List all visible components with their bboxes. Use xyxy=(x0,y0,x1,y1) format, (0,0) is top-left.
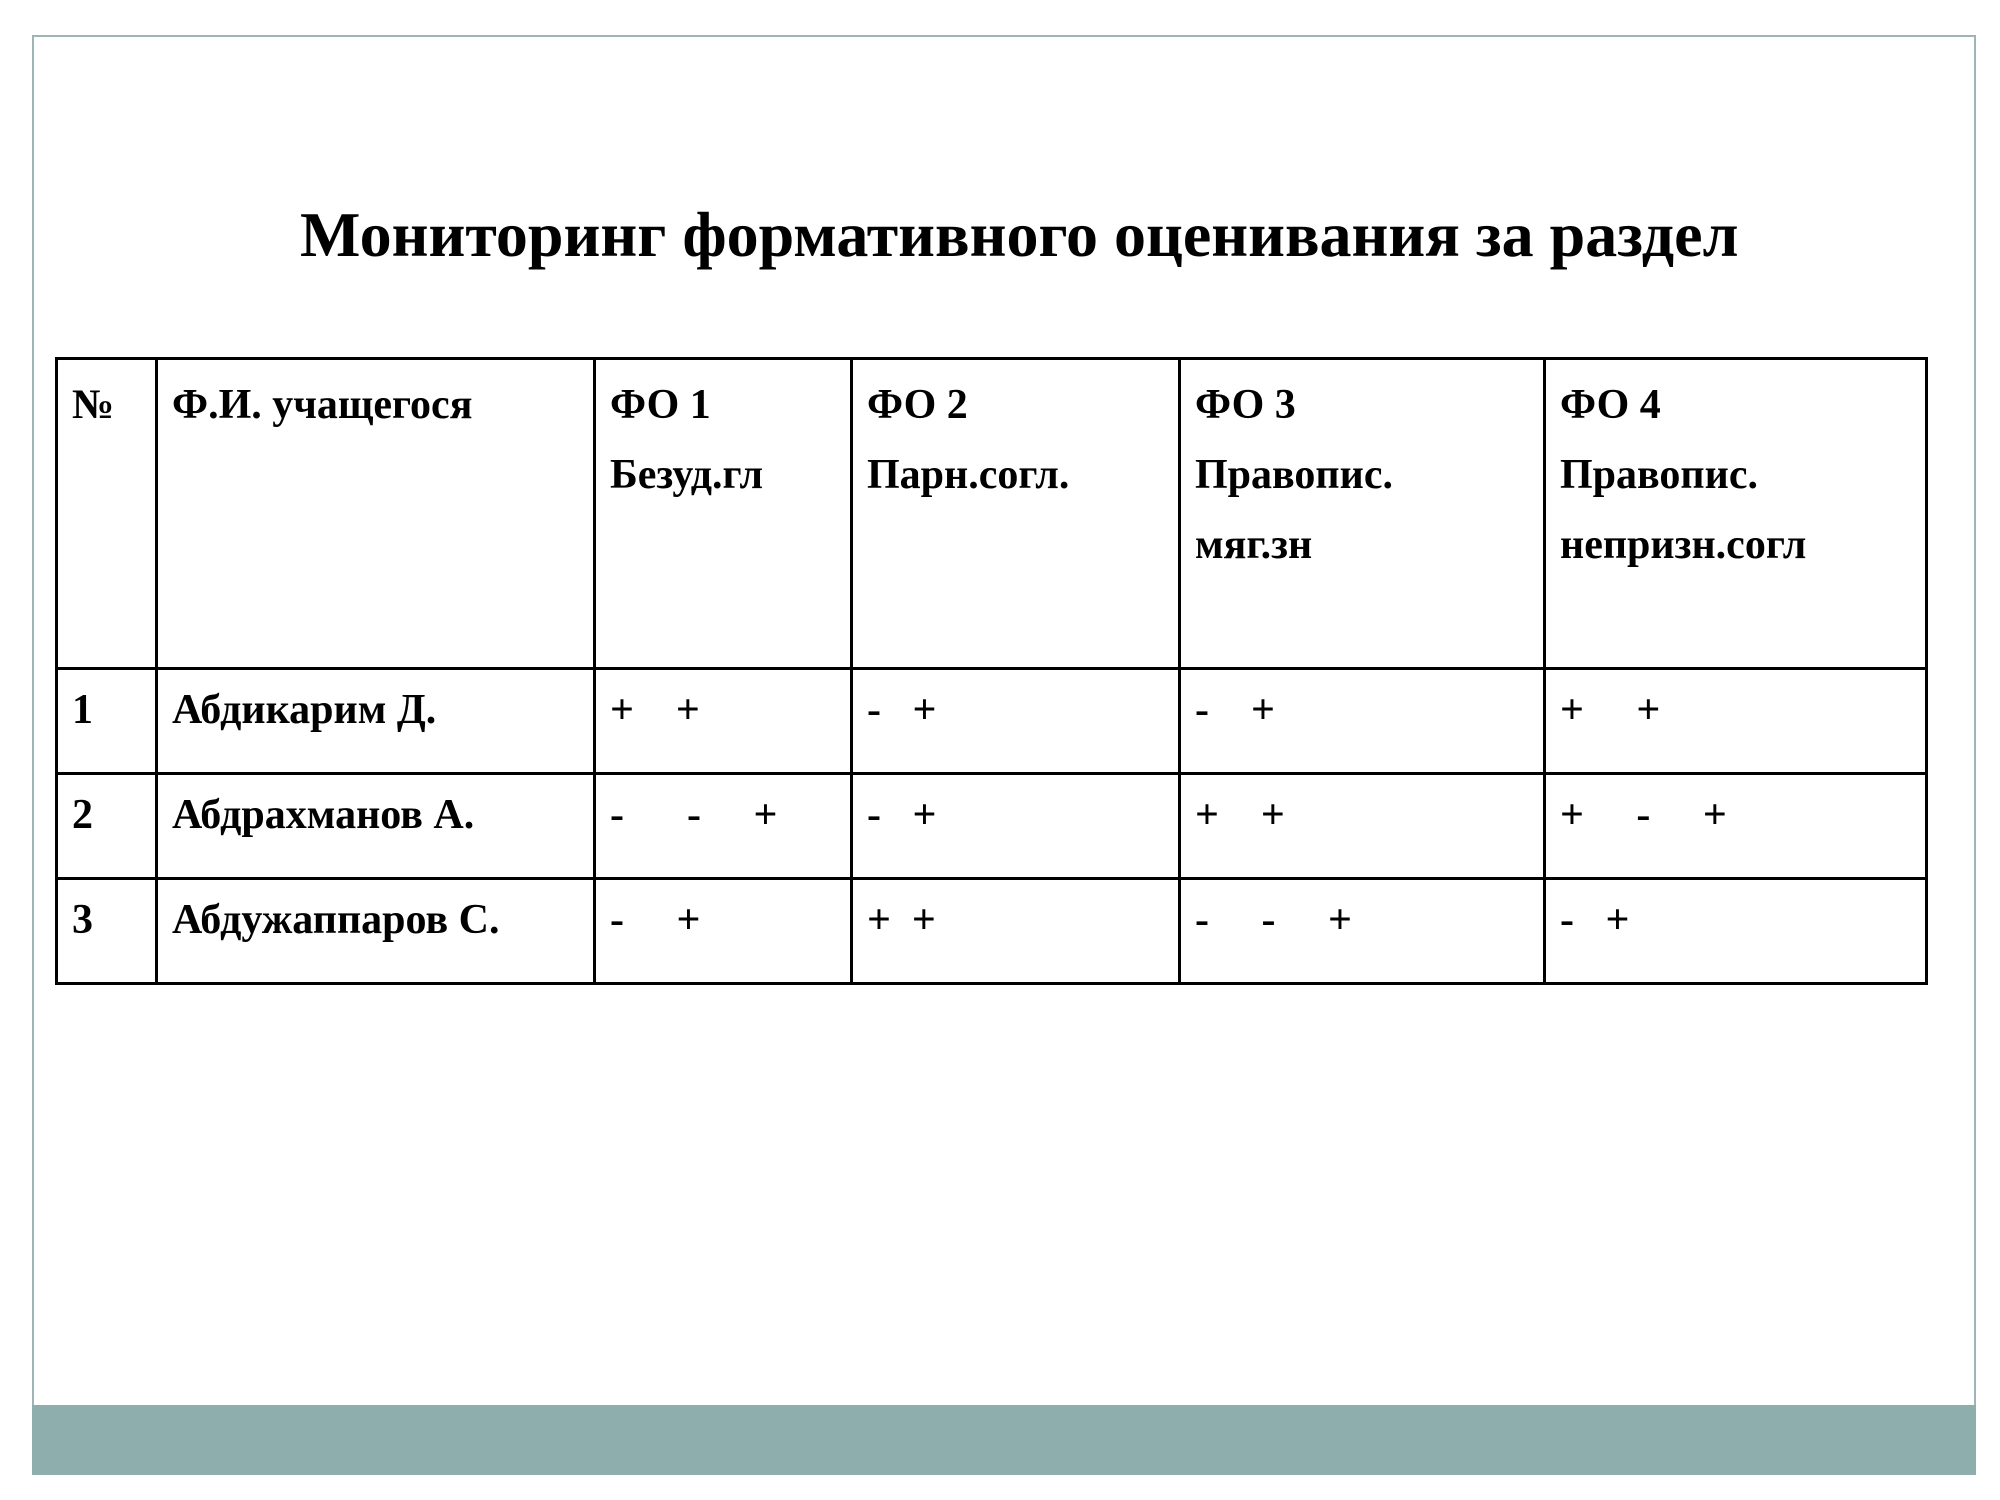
fo3-marks: - + xyxy=(1180,669,1545,774)
header-fo3 xyxy=(1180,359,1545,669)
header-fo3-title: ФО 3 xyxy=(1195,382,1296,428)
header-number: № xyxy=(57,359,157,669)
page-title: Мониторинг формативного оценивания за раздел xyxy=(300,199,1739,270)
fo1-marks: - - + xyxy=(595,774,852,879)
fo2-marks: - + xyxy=(852,774,1180,879)
header-fo2-topic: Парн.согл. xyxy=(867,452,1070,498)
fo3-marks: + + xyxy=(1180,774,1545,879)
monitoring-table xyxy=(55,357,1928,985)
table-row xyxy=(57,879,1927,984)
header-fo4-topic: Правопис. xyxy=(1560,452,1758,498)
fo4-marks: - + xyxy=(1545,879,1927,984)
table-row xyxy=(57,774,1927,879)
header-fo1 xyxy=(595,359,852,669)
header-fo3-topic: Правопис. xyxy=(1195,452,1393,498)
student-name: Абдикарим Д. xyxy=(157,669,595,774)
row-number: 3 xyxy=(57,879,157,984)
student-name: Абдрахманов А. xyxy=(157,774,595,879)
fo2-marks: - + xyxy=(852,669,1180,774)
header-student-name: Ф.И. учащегося xyxy=(157,359,595,669)
header-fo4-title: ФО 4 xyxy=(1560,382,1661,428)
table-row xyxy=(57,669,1927,774)
bottom-decor-band xyxy=(32,1405,1976,1475)
fo1-marks: - + xyxy=(595,879,852,984)
header-fo2 xyxy=(852,359,1180,669)
header-fo1-title: ФО 1 xyxy=(610,382,711,428)
row-number: 1 xyxy=(57,669,157,774)
header-fo2-title: ФО 2 xyxy=(867,382,968,428)
fo4-marks: + + xyxy=(1545,669,1927,774)
row-number: 2 xyxy=(57,774,157,879)
table-header-row xyxy=(57,359,1927,669)
header-fo4-topic-cont: непризн.согл xyxy=(1560,522,1807,568)
student-name: Абдужаппаров С. xyxy=(157,879,595,984)
header-fo1-topic: Безуд.гл xyxy=(610,452,764,498)
fo1-marks: + + xyxy=(595,669,852,774)
header-fo4 xyxy=(1545,359,1927,669)
fo2-marks: + + xyxy=(852,879,1180,984)
fo3-marks: - - + xyxy=(1180,879,1545,984)
header-fo3-topic-cont: мяг.зн xyxy=(1195,522,1313,568)
fo4-marks: + - + xyxy=(1545,774,1927,879)
